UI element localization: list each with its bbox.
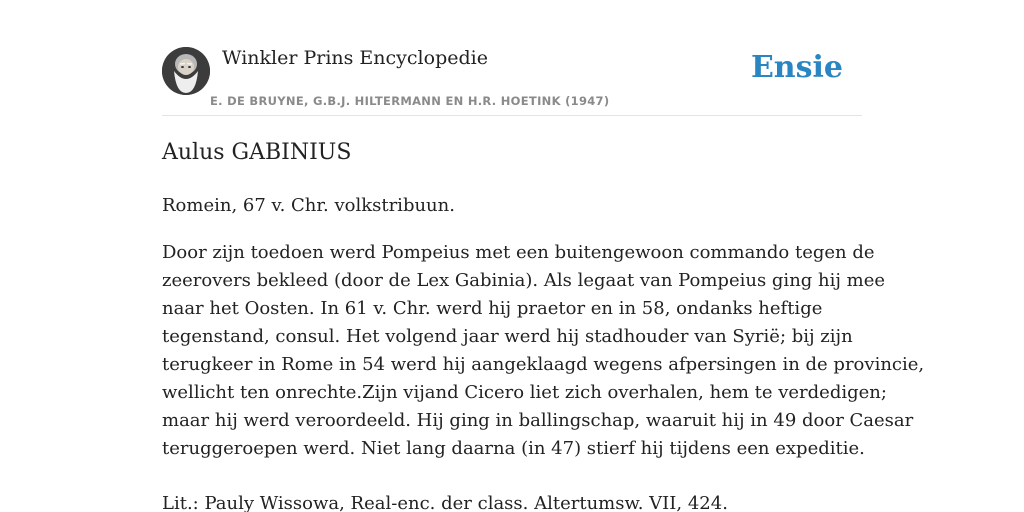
brand-logo-link[interactable]: Ensie: [750, 50, 843, 85]
body-line: wellicht ten onrechte.Zijn vijand Cicero liet zich overhalen, hem te verdedigen;: [162, 382, 887, 403]
authors-line: E. DE BRUYNE, G.B.J. HILTERMANN EN H.R. HOETINK (1947): [210, 94, 610, 108]
body-line: tegenstand, consul. Het volgend jaar werd hij stadhouder van Syrië; bij zijn: [162, 326, 853, 347]
body-line: teruggeroepen werd. Niet lang daarna (in 47) stierf hij tijdens een expeditie.: [162, 438, 865, 459]
encyclopedia-name: Winkler Prins Encyclopedie: [222, 47, 488, 69]
body-line: maar hij werd veroordeeld. Hij ging in ballingschap, waaruit hij in 49 door Caesar: [162, 410, 914, 431]
body-line: naar het Oosten. In 61 v. Chr. werd hij praetor en in 58, ondanks heftige: [162, 298, 823, 319]
avatar: [162, 47, 210, 95]
header: [162, 45, 862, 116]
article-body: [162, 239, 925, 463]
article-title: Aulus GABINIUS: [162, 140, 352, 165]
body-line: zeerovers bekleed (door de Lex Gabinia). Als legaat van Pompeius ging hij mee: [162, 270, 886, 291]
literature-reference: Lit.: Pauly Wissowa, Real-enc. der class. Altertumsw. VII, 424.: [162, 493, 728, 512]
body-line: Door zijn toedoen werd Pompeius met een buitengewoon commando tegen de: [162, 242, 875, 263]
bearded-man-portrait-icon: [162, 47, 210, 95]
body-line: terugkeer in Rome in 54 werd hij aangeklaagd wegens afpersingen in de provincie,: [162, 354, 925, 375]
article-intro: Romein, 67 v. Chr. volkstribuun.: [162, 195, 455, 216]
